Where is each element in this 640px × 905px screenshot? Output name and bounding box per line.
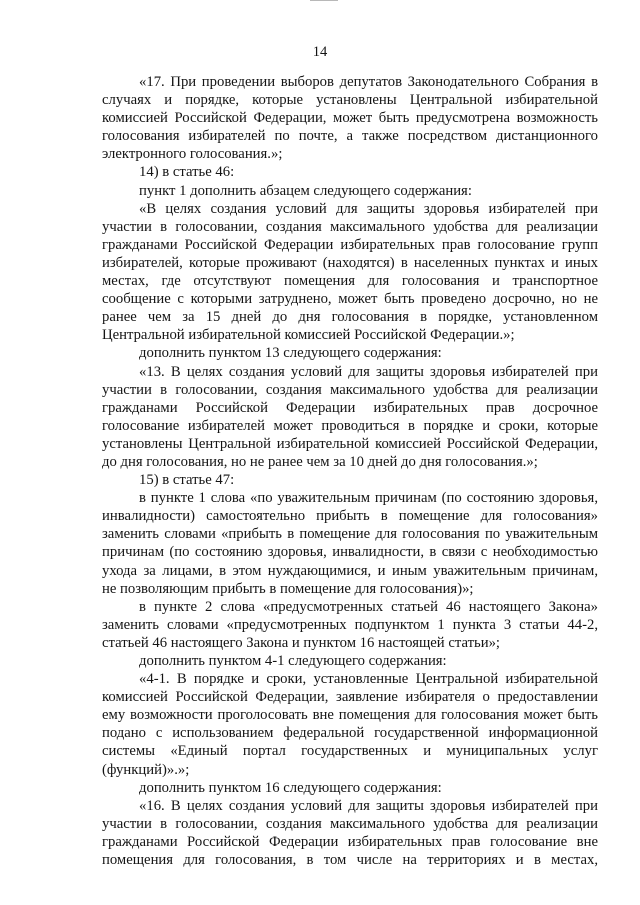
text-line: помещения для голосования, в том числе на территориях и в местах, [102,852,598,869]
text-line: гражданами Российской Федерации избирательных прав досрочное [102,399,598,416]
scan-edge-mark [310,0,338,4]
text-line: пункт 1 дополнить абзацем следующего содержания: [139,182,472,199]
text-line: избирателей, которые проживают (находятся) в населенных пунктах и иных [102,254,598,271]
text-line: в пункте 2 слова «предусмотренных статьей 46 настоящего Закона» [139,598,598,615]
text-line: комиссией Российской Федерации, может быть предусмотрена возможность [102,110,598,127]
text-line: местах, где отсутствуют помещения для голосования и транспортное [102,273,598,290]
text-line: электронного голосования.»; [102,146,283,163]
text-line: заменить словами «прибыть в помещение для голосования по уважительным [102,526,598,543]
text-line: установлены Центральной избирательной комиссией Российской Федерации, [102,435,598,452]
text-line: голосование избирателей может проводиться в порядке и сроки, которые [102,417,598,434]
text-line: ранее чем за 15 дней до дня голосования в порядке, установленном [102,309,598,326]
text-line: гражданами Российской Федерации избирательных прав голосование вне [102,833,598,850]
text-line: гражданами Российской Федерации избирательных прав голосование групп [102,236,598,253]
document-body [102,73,598,869]
text-line: комиссией Российской Федерации, заявление избирателя о предоставлении [102,689,598,706]
text-line: ему возможности проголосовать вне помещения для голосования может быть [102,707,598,724]
text-line: причинам (по состоянию здоровья, инвалидности, в связи с необходимостью [102,544,598,561]
text-line: не позволяющим прибыть в помещение для голосования)»; [102,580,474,597]
text-line: заменить словами «предусмотренных подпунктом 1 пункта 3 статьи 44-2, [102,616,598,633]
text-line: «В целях создания условий для защиты здоровья избирателей при [139,200,598,217]
text-line: случаях и порядке, которые установлены Центральной избирательной [102,92,598,109]
text-line: 14) в статье 46: [139,164,235,181]
text-line: статьей 46 настоящего Закона и пунктом 16 настоящей статьи»; [102,634,501,651]
text-line: «16. В целях создания условий для защиты здоровья избирателей при [139,797,598,814]
text-line: Центральной избирательной комиссией Российской Федерации.»; [102,327,515,344]
text-line: дополнить пунктом 13 следующего содержания: [139,345,442,362]
text-line: в пункте 1 слова «по уважительным причинам (по состоянию здоровья, [139,490,598,507]
text-line: участии в голосовании, создания максимального удобства для реализации [102,381,598,398]
text-line: до дня голосования, но не ранее чем за 10 дней до дня голосования.»; [102,453,538,470]
text-line: «13. В целях создания условий для защиты здоровья избирателей при [139,363,598,380]
text-line: участии в голосовании, создания максимального удобства для реализации [102,815,598,832]
text-line: инвалидности) самостоятельно прибыть в помещение для голосования» [102,508,598,525]
text-line: ухода за лицами, в этом нуждающимися, и иным уважительным причинам, [102,562,598,579]
text-line: дополнить пунктом 4-1 следующего содержания: [139,653,447,669]
text-line: участии в голосовании, создания максимального удобства для реализации [102,218,598,235]
text-line: подано с использованием федеральной государственной информационной [102,725,598,742]
text-line: «4-1. В порядке и сроки, установленные Центральной избирательной [139,671,598,688]
text-line: (функций)».»; [102,761,190,778]
text-line: дополнить пунктом 16 следующего содержания: [139,779,442,796]
text-line: голосования избирателей по почте, а также посредством дистанционного [102,128,598,145]
text-line: сообщение с которыми затруднено, может быть проведено досрочно, но не [102,291,598,308]
text-line: «17. При проведении выборов депутатов Законодательного Собрания в [139,74,598,90]
text-line: системы «Единый портал государственных и муниципальных услуг [102,743,598,760]
page-number: 14 [312,44,328,60]
text-line: 15) в статье 47: [139,472,235,489]
